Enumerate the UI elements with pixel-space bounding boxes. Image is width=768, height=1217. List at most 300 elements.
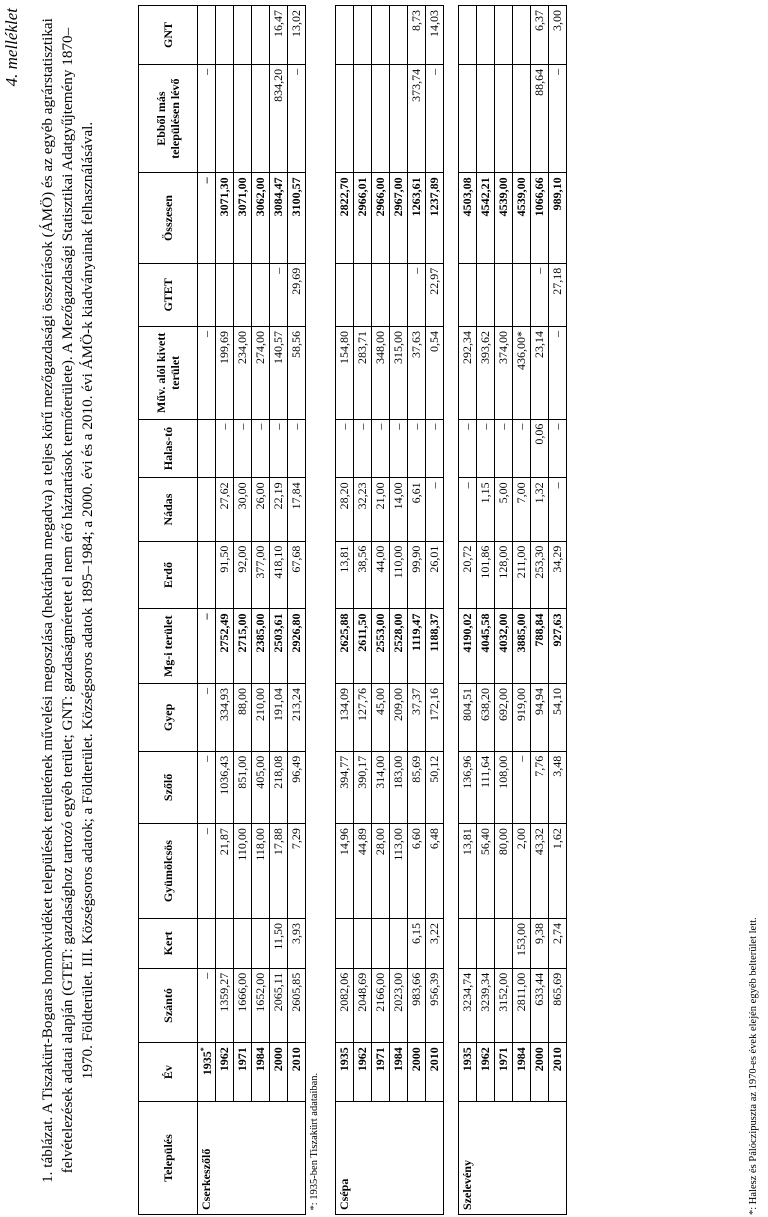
table-row [477,6,495,1215]
year-value: 1971 [496,1047,510,1072]
year-cell [531,1043,549,1102]
data-cell: 4539,00 [495,173,513,263]
data-cell: 22,19 [270,478,288,541]
data-cell: 2,74 [549,919,567,969]
settlement-cell [513,1102,531,1215]
data-cell: – [459,419,477,478]
table-row [198,6,216,1215]
data-cell [234,6,252,65]
group-footnote: *: 1935-ben Tiszakürt adataiban. [306,6,336,1215]
data-cell [336,263,354,326]
data-cell: 85,69 [408,751,426,823]
data-cell: 26,01 [426,541,444,609]
data-cell [252,6,270,65]
data-cell: 154,80 [336,327,354,420]
data-cell: 804,51 [459,684,477,752]
column-header: Műv. alól kivett terület [139,327,198,420]
data-cell: 99,90 [408,541,426,609]
data-cell [495,919,513,969]
data-cell: 111,64 [477,751,495,823]
settlement-cell [234,1102,252,1215]
separator-row [306,6,336,1215]
year-cell [477,1043,495,1102]
year-cell [252,1043,270,1102]
data-cell [198,919,216,969]
data-cell: – [234,419,252,478]
data-cell: 14,00 [390,478,408,541]
data-cell: 50,12 [426,751,444,823]
data-cell: 34,29 [549,541,567,609]
data-cell: – [336,419,354,478]
data-cell: 38,56 [354,541,372,609]
settlement-cell [270,1102,288,1215]
data-cell: 3239,34 [477,968,495,1043]
header-row [139,6,198,1215]
data-cell [198,419,216,478]
data-cell: 45,00 [372,684,390,752]
data-cell: 153,00 [513,919,531,969]
column-header: Kert [139,919,198,969]
settlement-cell: Cserkeszőlő [198,1102,216,1215]
settlement-cell [372,1102,390,1215]
table-row [426,6,444,1215]
data-cell: – [513,751,531,823]
year-cell [390,1043,408,1102]
data-cell: 56,40 [477,824,495,919]
separator-row [444,6,459,1215]
data-cell: – [270,263,288,326]
data-cell: 3084,47 [270,173,288,263]
data-cell: 80,00 [495,824,513,919]
data-cell: 436,00* [513,327,531,420]
data-cell: 3100,57 [288,173,306,263]
year-value: 2000 [409,1047,423,1072]
data-cell: 210,00 [252,684,270,752]
data-cell: 2385,00 [252,609,270,684]
data-cell: 1,62 [549,824,567,919]
data-cell: – [549,64,567,172]
table-row [336,6,354,1215]
data-cell [495,64,513,172]
data-cell: – [426,64,444,172]
data-cell: 865,69 [549,968,567,1043]
data-cell [198,478,216,541]
column-header: Nádas [139,478,198,541]
year-value: 2010 [289,1047,303,1072]
settlement-cell: Csépa [336,1102,354,1215]
data-cell [198,6,216,65]
data-cell: 6,15 [408,919,426,969]
data-cell [372,263,390,326]
data-cell: 2611,50 [354,609,372,684]
data-cell [252,64,270,172]
data-cell: 1359,27 [216,968,234,1043]
year-cell [336,1043,354,1102]
table-row [354,6,372,1215]
table-row [459,6,477,1215]
data-cell [354,919,372,969]
table-row [549,6,567,1215]
data-cell: 136,96 [459,751,477,823]
data-cell: 2605,85 [288,968,306,1043]
data-cell: 2822,70 [336,173,354,263]
data-cell: 373,74 [408,64,426,172]
data-cell: 88,00 [234,684,252,752]
data-cell: – [198,824,216,919]
data-cell [459,6,477,65]
data-cell: – [426,419,444,478]
data-cell: 108,00 [495,751,513,823]
table-row [234,6,252,1215]
year-value: 1962 [355,1047,369,1072]
settlement-cell [252,1102,270,1215]
data-cell: 30,00 [234,478,252,541]
data-cell: 32,23 [354,478,372,541]
data-cell: 110,00 [390,541,408,609]
data-cell: 377,00 [252,541,270,609]
data-cell: 29,69 [288,263,306,326]
settlement-cell [495,1102,513,1215]
data-cell: – [408,419,426,478]
data-cell: 21,87 [216,824,234,919]
data-cell: 3885,00 [513,609,531,684]
data-cell [198,541,216,609]
data-cell: 2048,69 [354,968,372,1043]
data-cell: 1,15 [477,478,495,541]
data-cell: 20,72 [459,541,477,609]
data-cell: 788,84 [531,609,549,684]
data-cell: – [198,968,216,1043]
column-header: GNT [139,6,198,65]
column-header: Összesen [139,173,198,263]
data-cell: 6,60 [408,824,426,919]
data-cell [336,919,354,969]
data-cell: – [198,64,216,172]
data-cell: 2082,06 [336,968,354,1043]
settlement-cell [426,1102,444,1215]
data-cell: 4045,58 [477,609,495,684]
year-value: 1984 [253,1047,267,1072]
data-cell: – [216,419,234,478]
data-cell: 2966,00 [372,173,390,263]
data-cell [234,263,252,326]
data-cell: 140,57 [270,327,288,420]
data-cell: – [288,419,306,478]
settlement-cell [549,1102,567,1215]
data-cell [477,6,495,65]
year-value: 1962 [217,1047,231,1072]
year-cell [459,1043,477,1102]
data-cell: 13,81 [459,824,477,919]
data-cell [459,64,477,172]
data-cell: 2752,49 [216,609,234,684]
data-cell: 28,00 [372,824,390,919]
data-cell: 6,48 [426,824,444,919]
year-value: 2000 [271,1047,285,1072]
data-cell: 3071,00 [234,173,252,263]
data-cell [198,263,216,326]
table-row [252,6,270,1215]
data-cell [234,919,252,969]
data-cell: 2553,00 [372,609,390,684]
data-cell: 91,50 [216,541,234,609]
data-cell [390,263,408,326]
data-cell: 28,20 [336,478,354,541]
data-cell: – [252,419,270,478]
table-row [216,6,234,1215]
data-cell: – [477,419,495,478]
bottom-footnote: *: Halesz és Pálóczipuszta az 1970-es évek elején egyéb belterület lett. [748,917,759,1215]
settlement-cell [288,1102,306,1215]
data-cell: 633,44 [531,968,549,1043]
data-cell: 283,71 [354,327,372,420]
column-header: Település [139,1102,198,1215]
data-cell: 2023,00 [390,968,408,1043]
table-row [270,6,288,1215]
data-cell [477,263,495,326]
data-cell: 2715,00 [234,609,252,684]
data-cell: – [549,478,567,541]
data-cell: 7,00 [513,478,531,541]
data-cell [252,263,270,326]
data-cell [336,64,354,172]
data-cell: 315,00 [390,327,408,420]
data-cell: 4032,00 [495,609,513,684]
data-cell: – [372,419,390,478]
data-cell: 88,64 [531,64,549,172]
data-cell: 3152,00 [495,968,513,1043]
data-cell: 134,09 [336,684,354,752]
data-cell: 37,37 [408,684,426,752]
data-cell: 44,00 [372,541,390,609]
data-cell [252,919,270,969]
data-cell: 54,10 [549,684,567,752]
data-cell: 1652,00 [252,968,270,1043]
settlement-cell [531,1102,549,1215]
data-cell: 956,39 [426,968,444,1043]
land-use-table [138,5,567,1215]
data-cell: 638,20 [477,684,495,752]
data-cell: 5,00 [495,478,513,541]
column-header: GTET [139,263,198,326]
data-cell: 23,14 [531,327,549,420]
data-cell: 2503,61 [270,609,288,684]
settlement-cell [390,1102,408,1215]
data-cell: – [531,263,549,326]
data-cell: 14,96 [336,824,354,919]
data-cell: 4542,21 [477,173,495,263]
table-row [288,6,306,1215]
data-cell: – [198,173,216,263]
data-cell: 418,10 [270,541,288,609]
data-cell: 127,76 [354,684,372,752]
data-cell [336,6,354,65]
year-value: 1971 [235,1047,249,1072]
data-cell: 374,00 [495,327,513,420]
year-value: 1984 [514,1047,528,1072]
data-cell: 13,81 [336,541,354,609]
data-cell: 96,49 [288,751,306,823]
data-cell [372,6,390,65]
data-cell [513,6,531,65]
settlement-cell [477,1102,495,1215]
year-value: 1935 [337,1047,351,1072]
year-value: 2000 [532,1047,546,1072]
data-cell: 927,63 [549,609,567,684]
data-cell [459,919,477,969]
column-header: Szőlő [139,751,198,823]
data-cell: 292,34 [459,327,477,420]
data-cell [459,263,477,326]
year-cell [549,1043,567,1102]
data-cell: 3,22 [426,919,444,969]
data-cell: 22,97 [426,263,444,326]
data-cell: 405,00 [252,751,270,823]
column-header: Szántó [139,968,198,1043]
data-cell: – [390,419,408,478]
data-cell: – [408,263,426,326]
data-cell: 1263,61 [408,173,426,263]
year-value: 1984 [391,1047,405,1072]
data-cell: 3,93 [288,919,306,969]
data-cell: 26,00 [252,478,270,541]
data-cell: – [288,64,306,172]
settlement-cell [354,1102,372,1215]
data-cell: 110,00 [234,824,252,919]
data-cell [372,64,390,172]
data-cell: 1119,47 [408,609,426,684]
data-cell: 43,32 [531,824,549,919]
settlement-cell [216,1102,234,1215]
data-cell: – [270,419,288,478]
data-cell: 1666,00 [234,968,252,1043]
year-value: 2010 [427,1047,441,1072]
data-cell: – [549,419,567,478]
data-cell: 16,47 [270,6,288,65]
data-cell [390,6,408,65]
data-cell: 1066,66 [531,173,549,263]
data-cell: 14,03 [426,6,444,65]
data-cell [354,6,372,65]
data-cell [495,263,513,326]
data-cell: 6,37 [531,6,549,65]
column-header: Mg-i terület [139,609,198,684]
data-cell: 7,76 [531,751,549,823]
column-header: Erdő [139,541,198,609]
year-value: 1971 [373,1047,387,1072]
column-header: Év [139,1043,198,1102]
data-cell: 2967,00 [390,173,408,263]
data-cell: 172,16 [426,684,444,752]
data-cell: 58,56 [288,327,306,420]
year-cell [234,1043,252,1102]
data-cell: 1188,37 [426,609,444,684]
data-cell [390,919,408,969]
data-cell: 2811,00 [513,968,531,1043]
year-cell [372,1043,390,1102]
data-cell [477,64,495,172]
data-cell: – [513,419,531,478]
data-cell: 211,00 [513,541,531,609]
column-header: Halas-tó [139,419,198,478]
data-cell: 3062,00 [252,173,270,263]
year-cell [495,1043,513,1102]
data-cell: 13,02 [288,6,306,65]
data-cell: 27,18 [549,263,567,326]
table-caption: 1. táblázat. A Tiszakürt-Bogaras homokvidéket települések területének művelési megoszlása (hektárban megadva) a teljes körű mezőgazdasági összeírások (ÁMÖ) és az egyéb agrárstatisztikai felvételezések adatai alapján (GTET: gazdasághoz tartozó egyéb terület; GNT: gazdaságméretet el nem érő háztartások termőterülete). A Mezőgazdasági Statisztikai Adatgyűjtemény 1870–1970. Földterület. III. Községsoros adatok; a Földterület. Községsoros adatok 1895–1984; a 2000. évi és a 2010. évi ÁMÖ-k kiadványainak felhasználásával. [39,18,96,1183]
data-cell [354,263,372,326]
data-cell: 393,62 [477,327,495,420]
data-cell: 2926,80 [288,609,306,684]
year-cell [426,1043,444,1102]
data-cell: 94,94 [531,684,549,752]
data-cell [216,919,234,969]
year-cell [408,1043,426,1102]
column-header: Gyep [139,684,198,752]
data-cell: 851,00 [234,751,252,823]
data-cell: 213,24 [288,684,306,752]
data-cell: 2966,01 [354,173,372,263]
data-cell: – [459,478,477,541]
year-value: 1935 [460,1047,474,1072]
annex-label: 4. melléklet [2,8,21,87]
data-cell: 4503,08 [459,173,477,263]
column-header: Ebből más településen lévő [139,64,198,172]
data-cell: – [198,327,216,420]
data-cell: 348,00 [372,327,390,420]
data-cell: 2,00 [513,824,531,919]
settlement-cell [408,1102,426,1215]
data-cell: 1,32 [531,478,549,541]
data-cell: 2065,11 [270,968,288,1043]
data-cell: 3234,74 [459,968,477,1043]
data-cell: 3,00 [549,6,567,65]
year-value: 1962 [478,1047,492,1072]
data-cell: 118,00 [252,824,270,919]
data-cell: 92,00 [234,541,252,609]
data-cell: – [198,684,216,752]
year-cell [198,1043,216,1102]
year-cell [288,1043,306,1102]
data-cell: 17,88 [270,824,288,919]
data-cell: 101,86 [477,541,495,609]
data-cell: 209,00 [390,684,408,752]
data-cell: 2528,00 [390,609,408,684]
data-cell: 128,00 [495,541,513,609]
data-cell: 4539,00 [513,173,531,263]
data-cell: 692,00 [495,684,513,752]
year-value: 1935 [199,1051,214,1076]
table-row [372,6,390,1215]
year-cell [354,1043,372,1102]
data-cell [495,6,513,65]
data-cell: 234,00 [234,327,252,420]
data-cell: 183,00 [390,751,408,823]
table-row [495,6,513,1215]
data-cell: 11,50 [270,919,288,969]
data-cell: – [549,327,567,420]
year-value: 2010 [550,1047,564,1072]
data-cell: 2166,00 [372,968,390,1043]
data-cell: – [198,609,216,684]
column-header: Gyümölcsös [139,824,198,919]
data-cell: 334,93 [216,684,234,752]
data-cell [234,64,252,172]
data-cell: 274,00 [252,327,270,420]
data-cell: 67,68 [288,541,306,609]
data-cell: 113,00 [390,824,408,919]
data-cell: 919,00 [513,684,531,752]
